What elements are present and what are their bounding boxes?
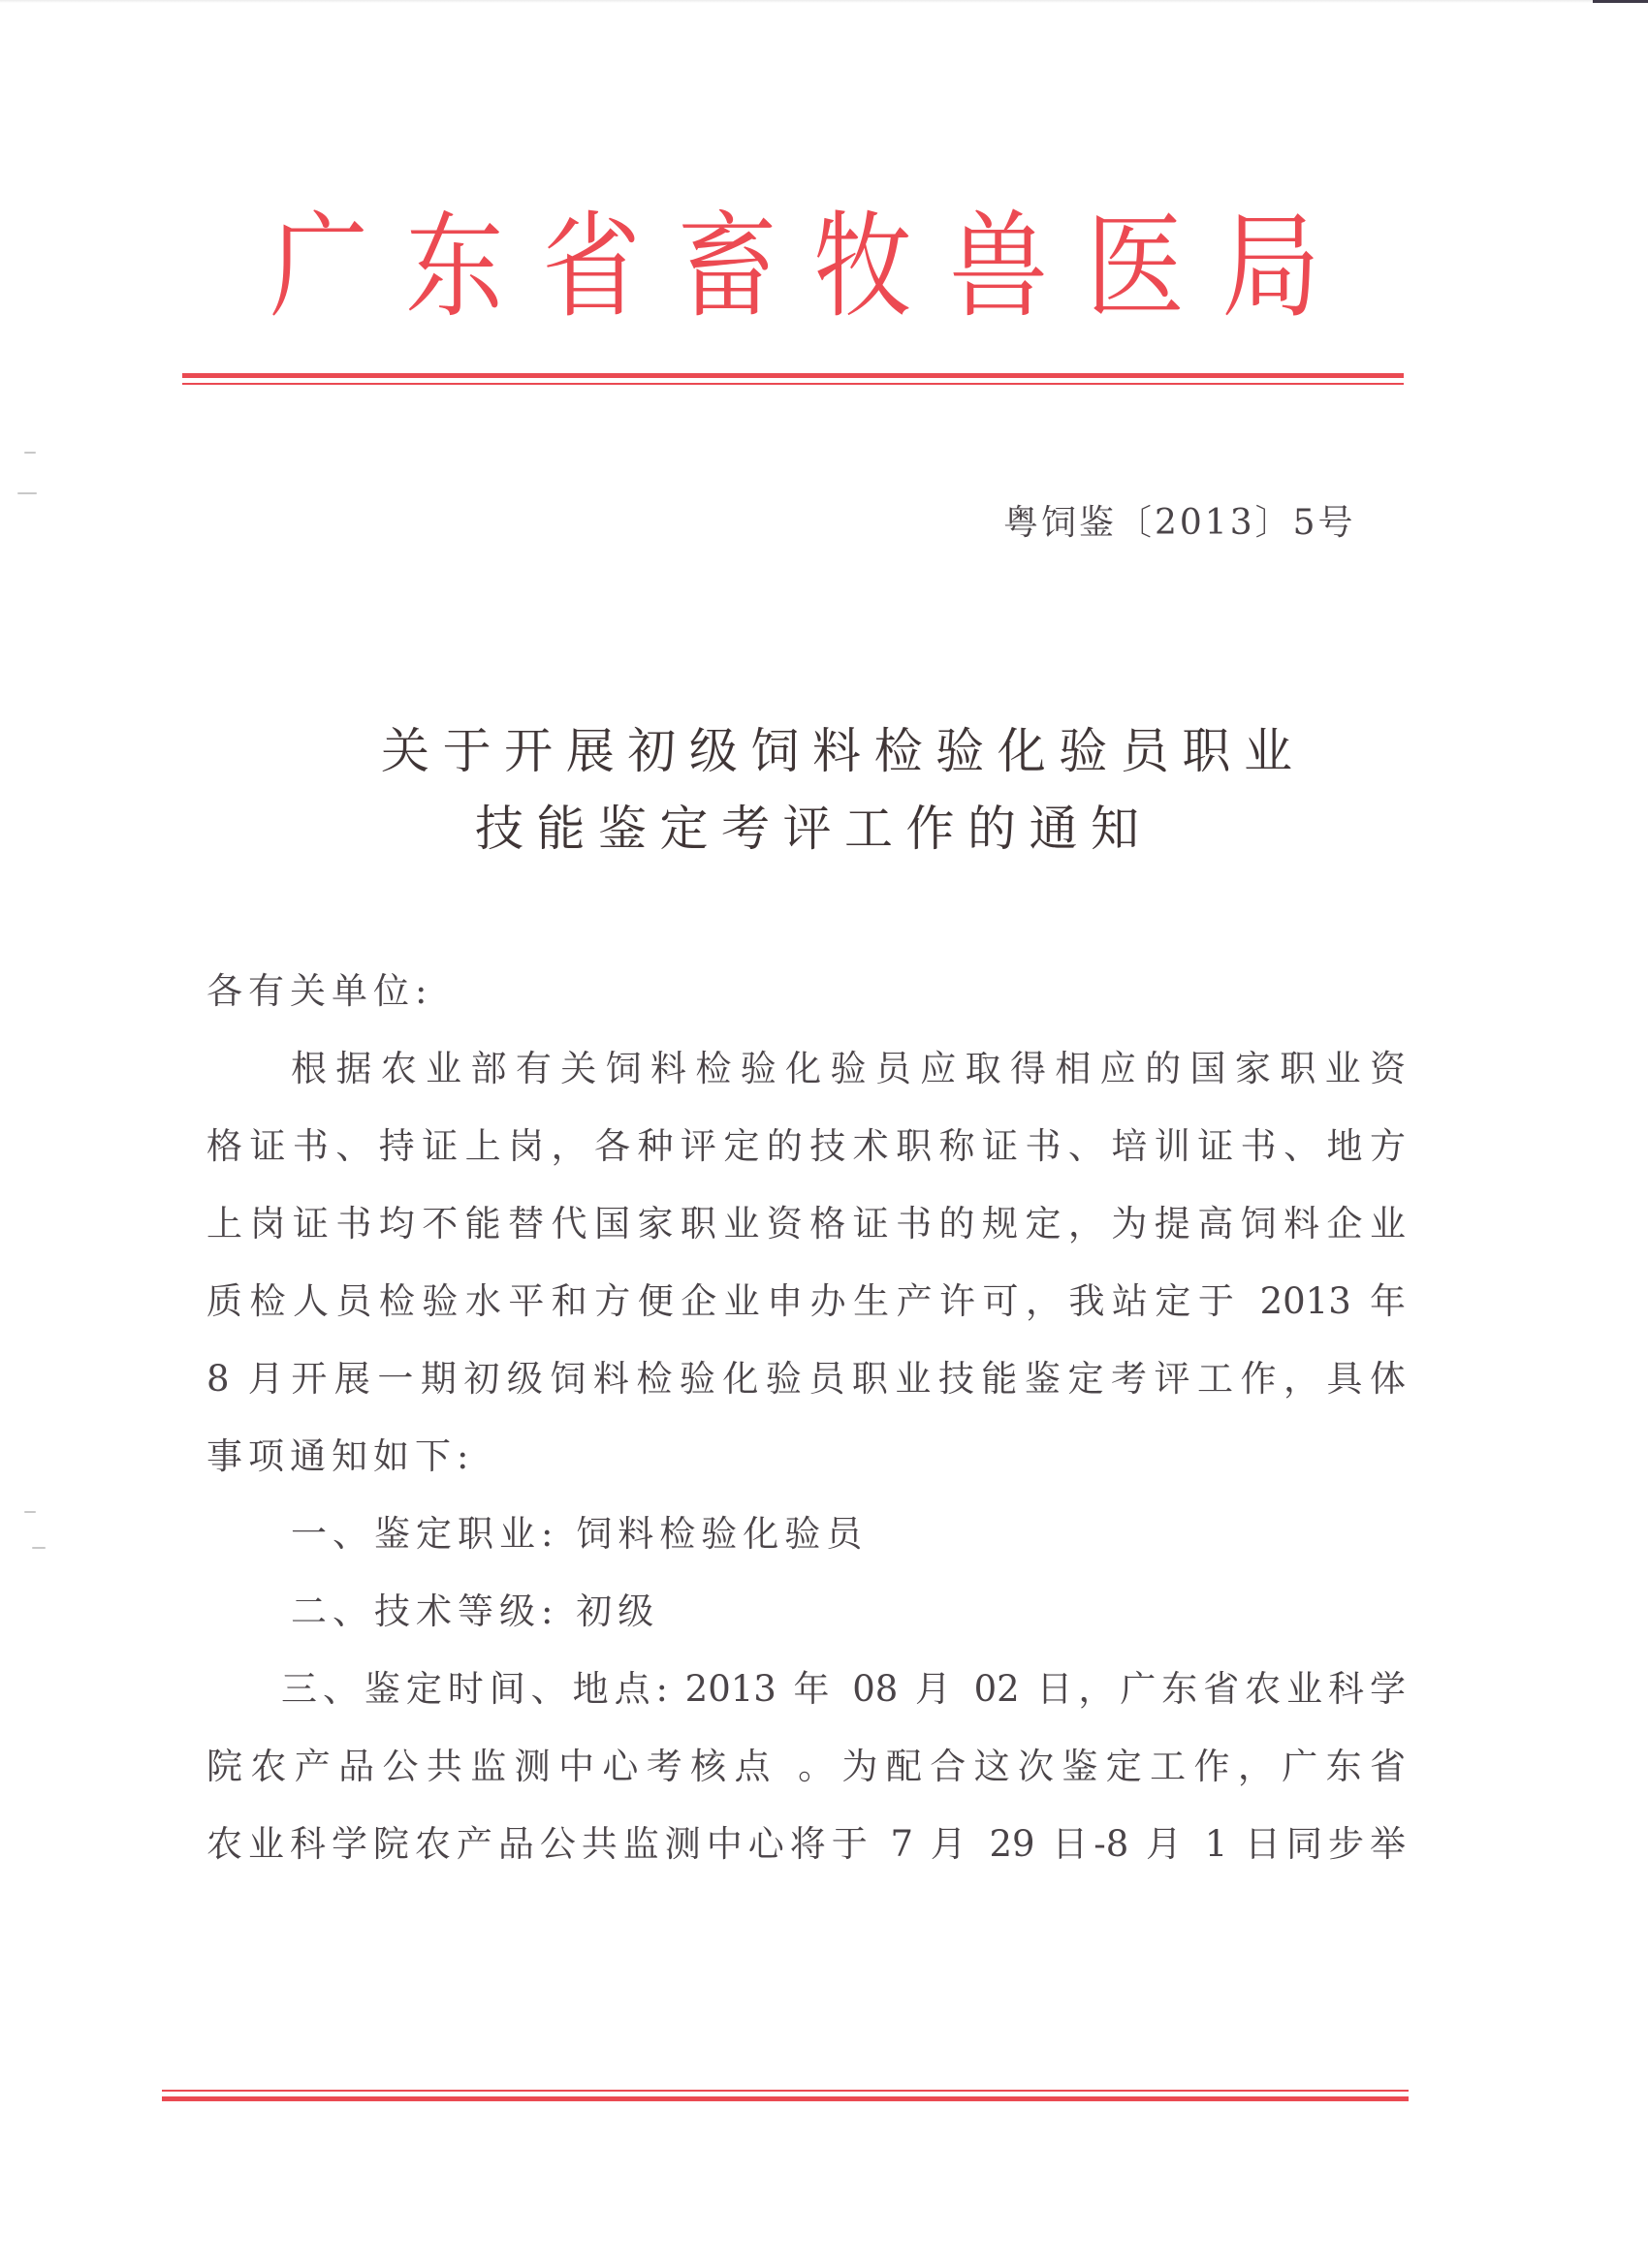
document-title-line-1: 关于开展初级饲料检验化验员职业 [381, 723, 1292, 779]
masthead-char: 兽 [949, 200, 1049, 333]
body-line: 上岗证书均不能替代国家职业资格证书的规定，为提高饲料企业 [206, 1203, 1406, 1244]
masthead-char: 牧 [813, 200, 912, 333]
body-line: 农业科学院农产品公共监测中心将于 7 月 29 日-8 月 1 日同步举 [206, 1823, 1406, 1865]
body-line: 院农产品公共监测中心考核点 。为配合这次鉴定工作，广东省 [206, 1746, 1406, 1787]
masthead-char: 省 [541, 200, 641, 333]
masthead-char: 畜 [678, 200, 776, 333]
scan-corner-mark [1593, 0, 1648, 3]
issuer-masthead [262, 199, 1328, 334]
body-line: 质检人员检验水平和方便企业申办生产许可，我站定于 2013 年 [206, 1280, 1406, 1322]
header-rule-thin [182, 383, 1404, 385]
list-item-time-place: 三、鉴定时间、地点: 2013 年 08 月 02 日，广东省农业科学 [281, 1668, 1406, 1710]
scan-mark [17, 492, 37, 494]
body-line: 格证书、持证上岗，各种评定的技术职称证书、培训证书、地方 [206, 1125, 1406, 1167]
scan-mark [24, 1511, 36, 1513]
list-item-level: 二、技术等级: 初级 [291, 1591, 660, 1632]
scan-edge [0, 0, 1648, 3]
salutation: 各有关单位: [206, 970, 433, 1012]
masthead-char: 局 [1221, 200, 1320, 333]
document-number: 粤饲鉴〔2013〕5号 [1003, 503, 1356, 543]
scan-mark [32, 1547, 46, 1549]
body-line: 事项通知如下: [206, 1435, 475, 1477]
masthead-char: 东 [405, 200, 505, 333]
body-line: 8 月开展一期初级饲料检验化验员职业技能鉴定考评工作，具体 [206, 1358, 1406, 1400]
masthead-char: 医 [1085, 200, 1185, 333]
header-rule-thick [182, 373, 1404, 378]
footer-rule-thick [162, 2096, 1409, 2101]
document-title-line-2: 技能鉴定考评工作的通知 [475, 801, 1139, 857]
list-item-occupation: 一、鉴定职业: 饲料检验化验员 [291, 1513, 869, 1555]
masthead-char: 广 [269, 200, 368, 333]
body-line: 根据农业部有关饲料检验化验员应取得相应的国家职业资 [291, 1048, 1406, 1089]
scan-mark [24, 452, 36, 454]
footer-rule-thin [162, 2090, 1409, 2092]
